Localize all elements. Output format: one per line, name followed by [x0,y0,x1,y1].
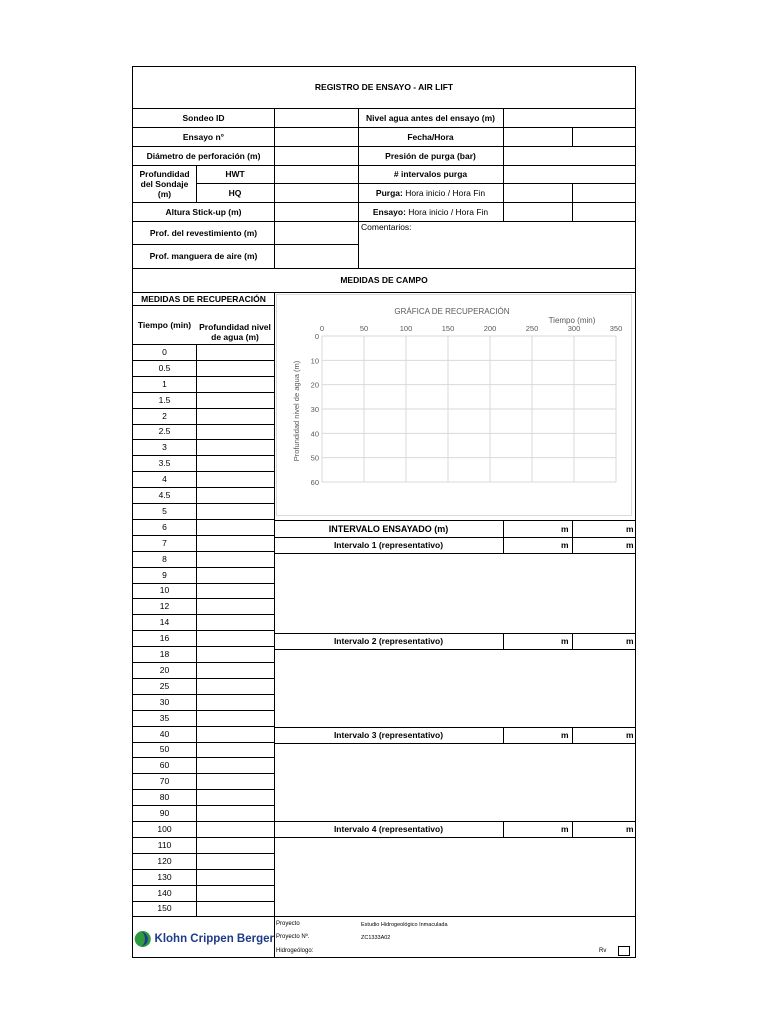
tiempo-cell: 12 [159,601,170,612]
y-tick-label: 30 [310,405,319,414]
grid-line [503,633,504,649]
intervalo-heading-unit-1: m [561,524,569,534]
profundidad-input-cell[interactable] [197,886,273,900]
grid-line [132,376,274,377]
grid-line [132,789,274,790]
tiempo-cell: 16 [159,633,170,644]
grid-line [503,108,504,221]
profundidad-input-cell[interactable] [197,504,273,518]
col-profundidad-header: Profundidad nivel de agua (m) [199,322,271,342]
tiempo-cell: 150 [157,903,172,914]
grid-line [572,821,573,837]
profundidad-input-cell[interactable] [197,663,273,677]
tiempo-cell: 40 [159,728,170,739]
tiempo-cell: 2 [162,410,167,421]
label-intervalos-purga: # intervalos purga [393,169,468,179]
grid-line [132,957,636,958]
profundidad-input-cell[interactable] [197,647,273,661]
profundidad-input-cell[interactable] [197,902,273,916]
grid-line [132,535,274,536]
grid-line [274,520,636,521]
label-fecha-hora: Fecha/Hora [407,131,454,142]
label-sondeo-id: Sondeo ID [182,112,225,123]
profundidad-input-cell[interactable] [197,727,273,741]
footer-hidrogeologo-label: Hidrogeólogo: [276,948,314,954]
tiempo-cell: 3.5 [158,458,171,469]
tiempo-cell: 80 [159,792,170,803]
recovery-chart [276,294,632,516]
tiempo-cell: 30 [159,696,170,707]
grid-line [132,305,274,306]
profundidad-input-cell[interactable] [197,536,273,550]
label-revestimiento: Prof. del revestimiento (m) [149,227,258,238]
tiempo-cell: 20 [159,664,170,675]
chart-xlabel: Tiempo (min) [548,316,596,325]
footer-proyecto-n-label: Proyecto Nº. [276,934,310,940]
grid-line [132,519,274,520]
grid-line [503,727,504,743]
grid-line [274,649,636,650]
tiempo-cell: 50 [159,744,170,755]
grid-line [132,694,274,695]
profundidad-input-cell[interactable] [197,806,273,820]
label-ensayo: Ensayo: Hora inicio / Hora Fin [372,206,489,217]
footer-proyecto-n-value: ZC1333A02 [361,935,391,941]
grid-line [274,837,636,838]
label-nivel-agua: Nivel agua antes del ensayo (m) [366,112,495,123]
grid-line [132,583,274,584]
label-hwt: HWT [225,169,245,179]
grid-line [132,567,274,568]
tiempo-cell: 14 [159,617,170,628]
grid-line [274,727,636,728]
grid-line [132,487,274,488]
tiempo-cell: 90 [159,808,170,819]
y-tick-label: 20 [310,380,319,390]
tiempo-cell: 3 [162,442,167,453]
company-logo [134,922,274,956]
grid-line [132,392,274,393]
tiempo-cell: 140 [157,887,172,898]
tiempo-cell: 120 [157,855,172,866]
tiempo-cell: 7 [162,537,167,548]
grid-line [132,439,274,440]
tiempo-cell: 130 [157,871,172,882]
profundidad-input-cell[interactable] [197,790,273,804]
grid-line [132,424,274,425]
profundidad-input-cell[interactable] [197,631,273,645]
intervalo-label: Intervalo 1 (representativo) [333,540,444,550]
tiempo-cell: 1.5 [158,394,171,405]
grid-line [132,646,274,647]
tiempo-cell: 110 [157,839,172,850]
intervalo-unit-2: m [626,730,634,740]
tiempo-cell: 35 [159,712,170,723]
intervalo-unit-1: m [561,540,569,550]
profundidad-input-cell[interactable] [197,584,273,598]
grid-line [132,165,636,166]
grid-line [132,202,636,203]
profundidad-input-cell[interactable] [197,870,273,884]
profundidad-input-cell[interactable] [197,838,273,852]
grid-line [132,773,274,774]
grid-line [132,360,274,361]
y-tick-label: 10 [310,356,319,366]
section-medidas-campo: MEDIDAS DE CAMPO [340,275,428,285]
tiempo-cell: 18 [159,649,170,660]
label-ensayo-n: Ensayo n° [182,131,225,142]
grid-line [132,805,274,806]
intervalo-unit-1: m [561,730,569,740]
chart-title: GRÁFICA DE RECUPERACIÓN [394,307,510,316]
grid-line [132,244,358,245]
grid-line [132,455,274,456]
profundidad-input-cell[interactable] [197,552,273,566]
grid-line [132,678,274,679]
tiempo-cell: 60 [159,760,170,771]
grid-line [132,66,133,958]
grid-line [132,146,636,147]
tiempo-cell: 0 [162,346,167,357]
profundidad-input-cell[interactable] [197,854,273,868]
intervalo-unit-2: m [626,636,634,646]
grid-line [132,901,274,902]
col-tiempo-header: Tiempo (min) [137,319,192,330]
tiempo-cell: 10 [159,585,170,596]
label-purga: Purga: Hora inicio / Hora Fin [375,187,486,198]
tiempo-cell: 70 [159,776,170,787]
grid-line [132,471,274,472]
grid-line [132,742,274,743]
grid-line [132,127,636,128]
x-tick-label: 250 [525,324,539,333]
profundidad-input-cell[interactable] [197,488,273,502]
profundidad-input-cell[interactable] [197,425,273,439]
grid-line [196,183,636,184]
grid-line [132,821,274,822]
profundidad-input-cell[interactable] [197,409,273,423]
y-tick-label: 0 [314,332,319,341]
profundidad-input-cell[interactable] [197,377,273,391]
footer-proyecto-value: Estudio Hidrogeológico Inmaculada [361,922,448,928]
profundidad-input-cell[interactable] [197,758,273,772]
profundidad-input-cell[interactable] [197,822,273,836]
profundidad-input-cell[interactable] [197,345,273,359]
y-tick-label: 50 [310,453,319,463]
profundidad-input-cell[interactable] [197,679,273,693]
grid-line [572,127,573,146]
grid-line [132,726,274,727]
y-tick-label: 60 [310,478,319,487]
intervalo-unit-1: m [561,824,569,834]
grid-line [274,743,636,744]
grid-line [132,916,636,917]
intervalo-unit-2: m [626,824,634,834]
label-manguera: Prof. manguera de aire (m) [149,251,258,261]
grid-line [274,108,275,268]
x-tick-label: 350 [609,324,623,333]
grid-line [358,108,359,268]
profundidad-input-cell[interactable] [197,472,273,486]
chart-ylabel: Profundidad nivel de agua (m) [292,360,301,462]
grid-line [635,66,636,958]
tiempo-cell: 2.5 [158,426,171,437]
y-tick-label: 40 [310,429,319,439]
x-tick-label: 50 [359,324,369,333]
grid-line [132,551,274,552]
x-tick-label: 150 [441,324,455,333]
grid-line [132,292,636,293]
tiempo-cell: 0.5 [158,362,171,373]
profundidad-input-cell[interactable] [197,774,273,788]
logo-icon [134,927,152,951]
grid-line [274,633,636,634]
label-altura: Altura Stick-up (m) [165,206,242,217]
grid-line [132,408,274,409]
grid-line [132,221,636,222]
tiempo-cell: 25 [159,680,170,691]
logo-text: Klohn Crippen Berger [154,933,274,945]
grid-line [274,292,275,917]
grid-line [572,183,573,221]
grid-line [132,66,636,67]
grid-line [132,869,274,870]
grid-line [132,662,274,663]
profundidad-input-cell[interactable] [197,440,273,454]
recuperacion-heading: MEDIDAS DE RECUPERACIÓN [141,293,266,304]
footer-proyecto-label: Proyecto [276,921,300,927]
tiempo-cell: 4.5 [158,490,171,501]
profundidad-input-cell[interactable] [197,393,273,407]
footer-rev-box[interactable] [618,946,630,956]
profundidad-input-cell[interactable] [197,568,273,582]
x-tick-label: 0 [319,324,325,333]
grid-line [132,885,274,886]
intervalo-label: Intervalo 4 (representativo) [333,824,444,834]
grid-line [132,710,274,711]
label-diametro: Diámetro de perforación (m) [146,150,261,161]
intervalo-heading-unit-2: m [626,524,634,534]
intervalo-unit-2: m [626,540,634,550]
label-hq: HQ [228,187,242,198]
grid-line [572,520,573,553]
profundidad-input-cell[interactable] [197,520,273,534]
grid-line [196,165,197,202]
grid-line [132,503,274,504]
profundidad-input-cell[interactable] [197,711,273,725]
grid-line [132,837,274,838]
label-profundidad-sondaje: Profundidad del Sondaje (m) [139,168,190,199]
footer-rev-label: Rv [599,948,607,954]
tiempo-cell: 6 [162,521,167,532]
tiempo-cell: 8 [162,553,167,564]
profundidad-input-cell[interactable] [197,743,273,757]
label-presion: Presión de purga (bar) [385,150,476,161]
intervalo-label: Intervalo 3 (representativo) [333,730,444,740]
profundidad-input-cell[interactable] [197,456,273,470]
grid-line [274,553,636,554]
grid-line [132,853,274,854]
grid-line [274,916,275,958]
form-title: REGISTRO DE ENSAYO - AIR LIFT [314,82,454,92]
x-tick-label: 200 [483,324,497,333]
grid-line [503,821,504,837]
tiempo-cell: 9 [162,569,167,580]
intervalo-heading: INTERVALO ENSAYADO (m) [328,523,449,534]
profundidad-input-cell[interactable] [197,599,273,613]
grid-line [132,598,274,599]
x-tick-label: 100 [399,324,413,333]
profundidad-input-cell[interactable] [197,695,273,709]
profundidad-input-cell[interactable] [197,361,273,375]
grid-line [132,614,274,615]
grid-line [572,727,573,743]
grid-line [503,520,504,553]
grid-line [132,757,274,758]
intervalo-label: Intervalo 2 (representativo) [333,636,444,646]
x-tick-label: 300 [567,324,581,333]
grid-line [132,108,636,109]
label-comentarios: Comentarios: [361,222,412,232]
profundidad-input-cell[interactable] [197,615,273,629]
grid-line [132,268,636,269]
tiempo-cell: 100 [157,823,172,834]
intervalo-unit-1: m [561,636,569,646]
tiempo-cell: 4 [162,474,167,485]
grid-line [274,537,636,538]
grid-line [132,344,274,345]
tiempo-cell: 5 [162,505,167,516]
grid-line [132,630,274,631]
grid-line [274,821,636,822]
tiempo-cell: 1 [162,378,167,389]
grid-line [572,633,573,649]
